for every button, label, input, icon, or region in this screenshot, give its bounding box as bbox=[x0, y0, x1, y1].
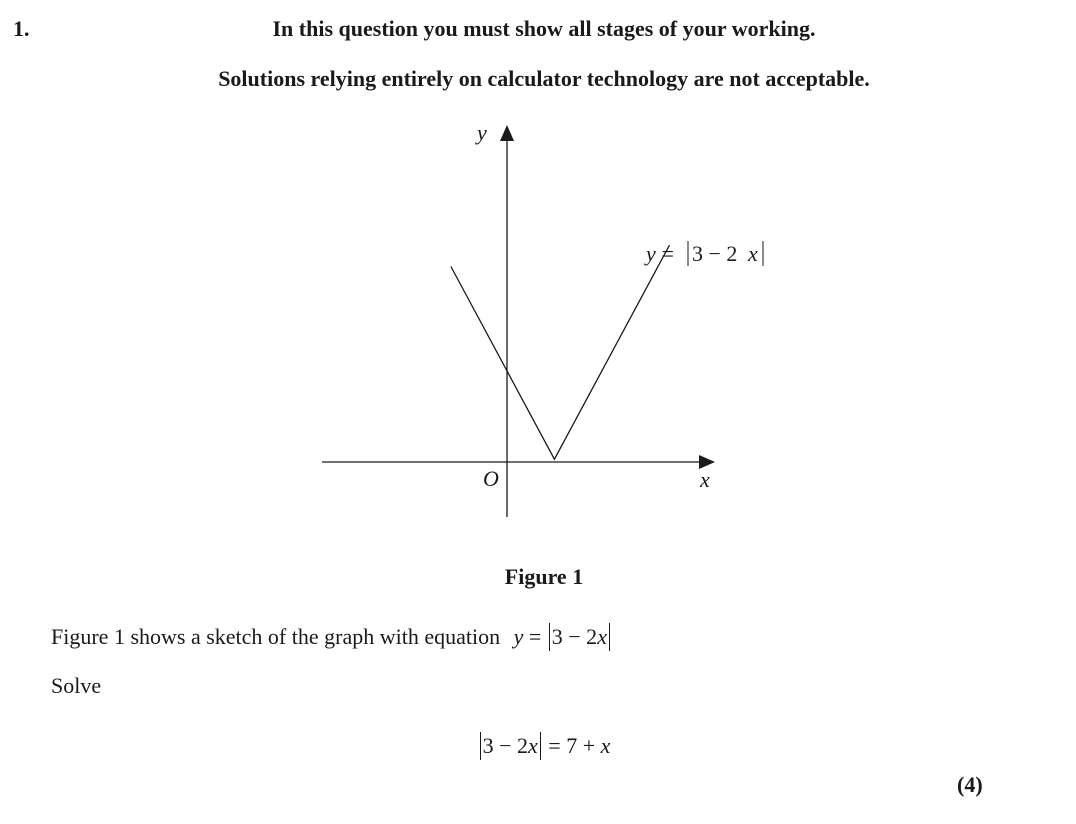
description-equation bbox=[514, 624, 612, 649]
marks: (4) bbox=[957, 772, 983, 797]
question-number: 1. bbox=[13, 16, 30, 41]
curve-abs-3-minus-2x bbox=[451, 245, 670, 459]
instruction-calculator: Solutions relying entirely on calculator technology are not acceptable. bbox=[218, 66, 870, 91]
description-eq-inner: 3 − 2 bbox=[551, 624, 598, 649]
solve-instruction: Solve bbox=[51, 673, 102, 698]
curve-label-lhs: y bbox=[646, 241, 656, 266]
equation-inner: 3 − 2 bbox=[482, 733, 529, 758]
curve-label bbox=[644, 241, 763, 266]
curve-label-inner: 3 − 2 bbox=[692, 241, 738, 266]
y-axis-label: y bbox=[477, 120, 487, 145]
figure-caption: Figure 1 bbox=[504, 564, 584, 589]
curve-label-var: x bbox=[748, 241, 758, 266]
equation-to-solve bbox=[0, 732, 1076, 760]
description-eq-eq: = bbox=[523, 624, 547, 649]
equation-var: x bbox=[528, 733, 538, 758]
instruction-working: In this question you must show all stages of your working. bbox=[272, 16, 816, 41]
curve-label-eq: = bbox=[656, 241, 680, 266]
description-abs-bar-right bbox=[609, 623, 610, 651]
equation-abs-bar-right bbox=[540, 732, 541, 760]
equation-rhs-var: x bbox=[600, 733, 611, 758]
description-eq-var: x bbox=[597, 624, 607, 649]
y-axis-arrow bbox=[500, 125, 514, 141]
figure-description bbox=[51, 623, 612, 651]
origin-label: O bbox=[483, 466, 499, 491]
equation-abs-bar-left bbox=[480, 732, 481, 760]
description-eq-lhs: y bbox=[513, 624, 524, 649]
equation-rhs: = 7 + bbox=[542, 733, 601, 758]
description-abs-bar-left bbox=[549, 623, 550, 651]
x-axis-label: x bbox=[700, 467, 710, 492]
description-text: Figure 1 shows a sketch of the graph with equation bbox=[51, 624, 501, 649]
